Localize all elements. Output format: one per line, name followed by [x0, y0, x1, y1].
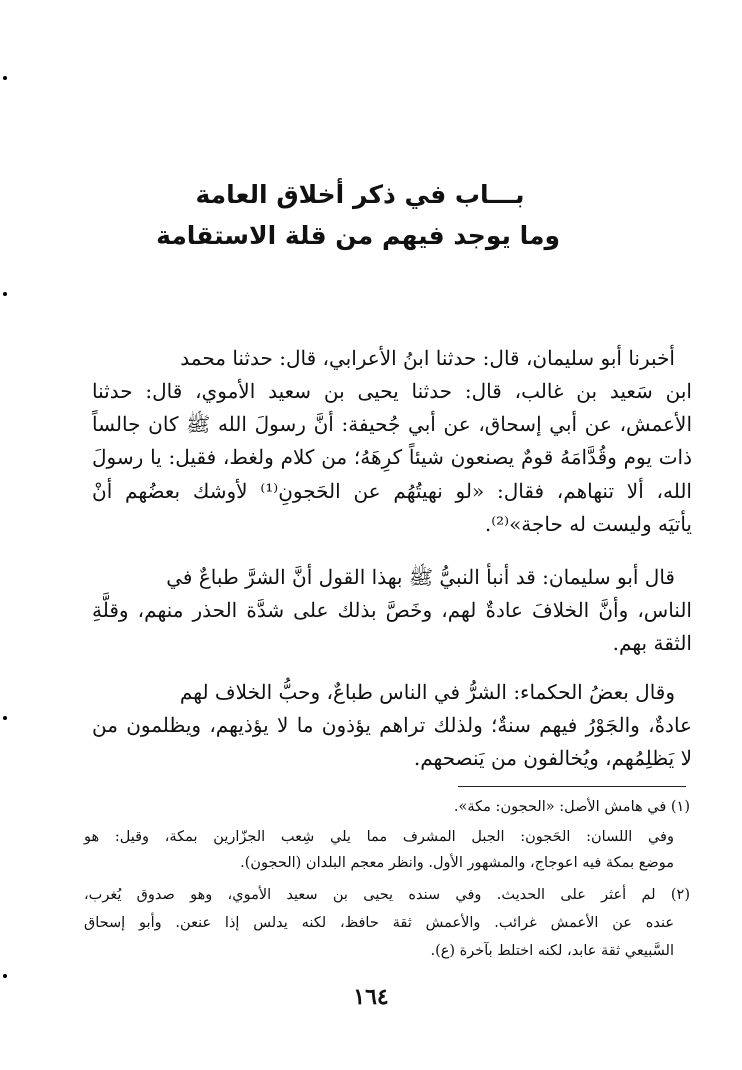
margin-mark — [3, 292, 7, 296]
footnote-line: السَّبيعي ثقة عابد، لكنه اختلط بآخرة (ع). — [430, 943, 674, 959]
margin-mark — [3, 974, 7, 978]
paragraph-3-line: لا يَظلِمُهم، ويُخالفون من يَنصحهم. — [413, 746, 692, 770]
paragraph-3-line: وقال بعضُ الحكماء: الشرُّ في الناس طباعٌ، وحبُّ الخلاف لهم — [179, 680, 675, 704]
margin-mark — [3, 716, 7, 720]
footnote-line: وفي اللسان: الحَجون: الجبل المشرف مما يلي شِعب الجزّارين بمكة، وقيل: هو — [84, 829, 674, 845]
paragraph-1-line: الأعمش، عن أبي إسحاق، عن أبي جُحيفة: أنَّ رسولَ الله ﷺ كان جالساً — [92, 412, 692, 436]
margin-mark — [3, 76, 7, 80]
footnote-separator — [458, 786, 686, 787]
chapter-title-line-2: وما يوجد فيهم من قلة الاستقامة — [156, 221, 560, 250]
paragraph-2-line: قال أبو سليمان: قد أنبأ النبيُّ ﷺ بهذا القول أنَّ الشرَّ طباعٌ في — [166, 565, 675, 589]
footnote-line: موضع بمكة فيه اعوجاج، والمشهور الأول. وانظر معجم البلدان (الحجون). — [240, 855, 674, 871]
paragraph-1-line: يأتيَه وليست له حاجة»⁽²⁾. — [484, 512, 692, 536]
footnote-line: عنده عن الأعمش غرائب. والأعمش ثقة حافظ، لكنه يدلس إذا عنعن. وأبو إسحاق — [84, 915, 674, 931]
page-number: ١٦٤ — [353, 984, 389, 1010]
footnote-line: (١) في هامش الأصل: «الحجون: مكة». — [453, 799, 690, 815]
paragraph-2-line: الناس، وأنَّ الخلافَ عادةٌ لهم، وخَصَّ بذلك على شدَّة الحذر منهم، وقلَّةِ — [92, 598, 692, 622]
paragraph-1-line: ذات يوم وقُدَّامَهُ قومٌ يصنعون شيئاً كرِهَهُ؛ من كلام ولغط، فقيل: يا رسولَ — [92, 445, 692, 469]
paragraph-3-line: عادةٌ، والجَوْرُ فيهم سنةٌ؛ ولذلك تراهم يؤذون ما لا يؤذيهم، ويظلمون من — [92, 713, 692, 737]
chapter-title-line-1: بـــاب في ذكر أخلاق العامة — [195, 180, 525, 209]
paragraph-2-line: الثقة بهم. — [612, 631, 692, 655]
paragraph-1-line: أخبرنا أبو سليمان، قال: حدثنا ابنُ الأعرابي، قال: حدثنا محمد — [180, 346, 675, 370]
paragraph-1-line: الله، ألا تنهاهم، فقال: «لو نهيتُهُم عن الحَجونِ⁽¹⁾ لأوشك بعضُهم أنْ — [92, 479, 692, 503]
paragraph-1-line: ابن سَعيد بن غالب، قال: حدثنا يحيى بن سعيد الأموي، قال: حدثنا — [92, 379, 692, 403]
footnote-line: (٢) لم أعثر على الحديث. وفي سنده يحيى بن سعيد الأموي، وهو صدوق يُغرب، — [84, 887, 690, 903]
